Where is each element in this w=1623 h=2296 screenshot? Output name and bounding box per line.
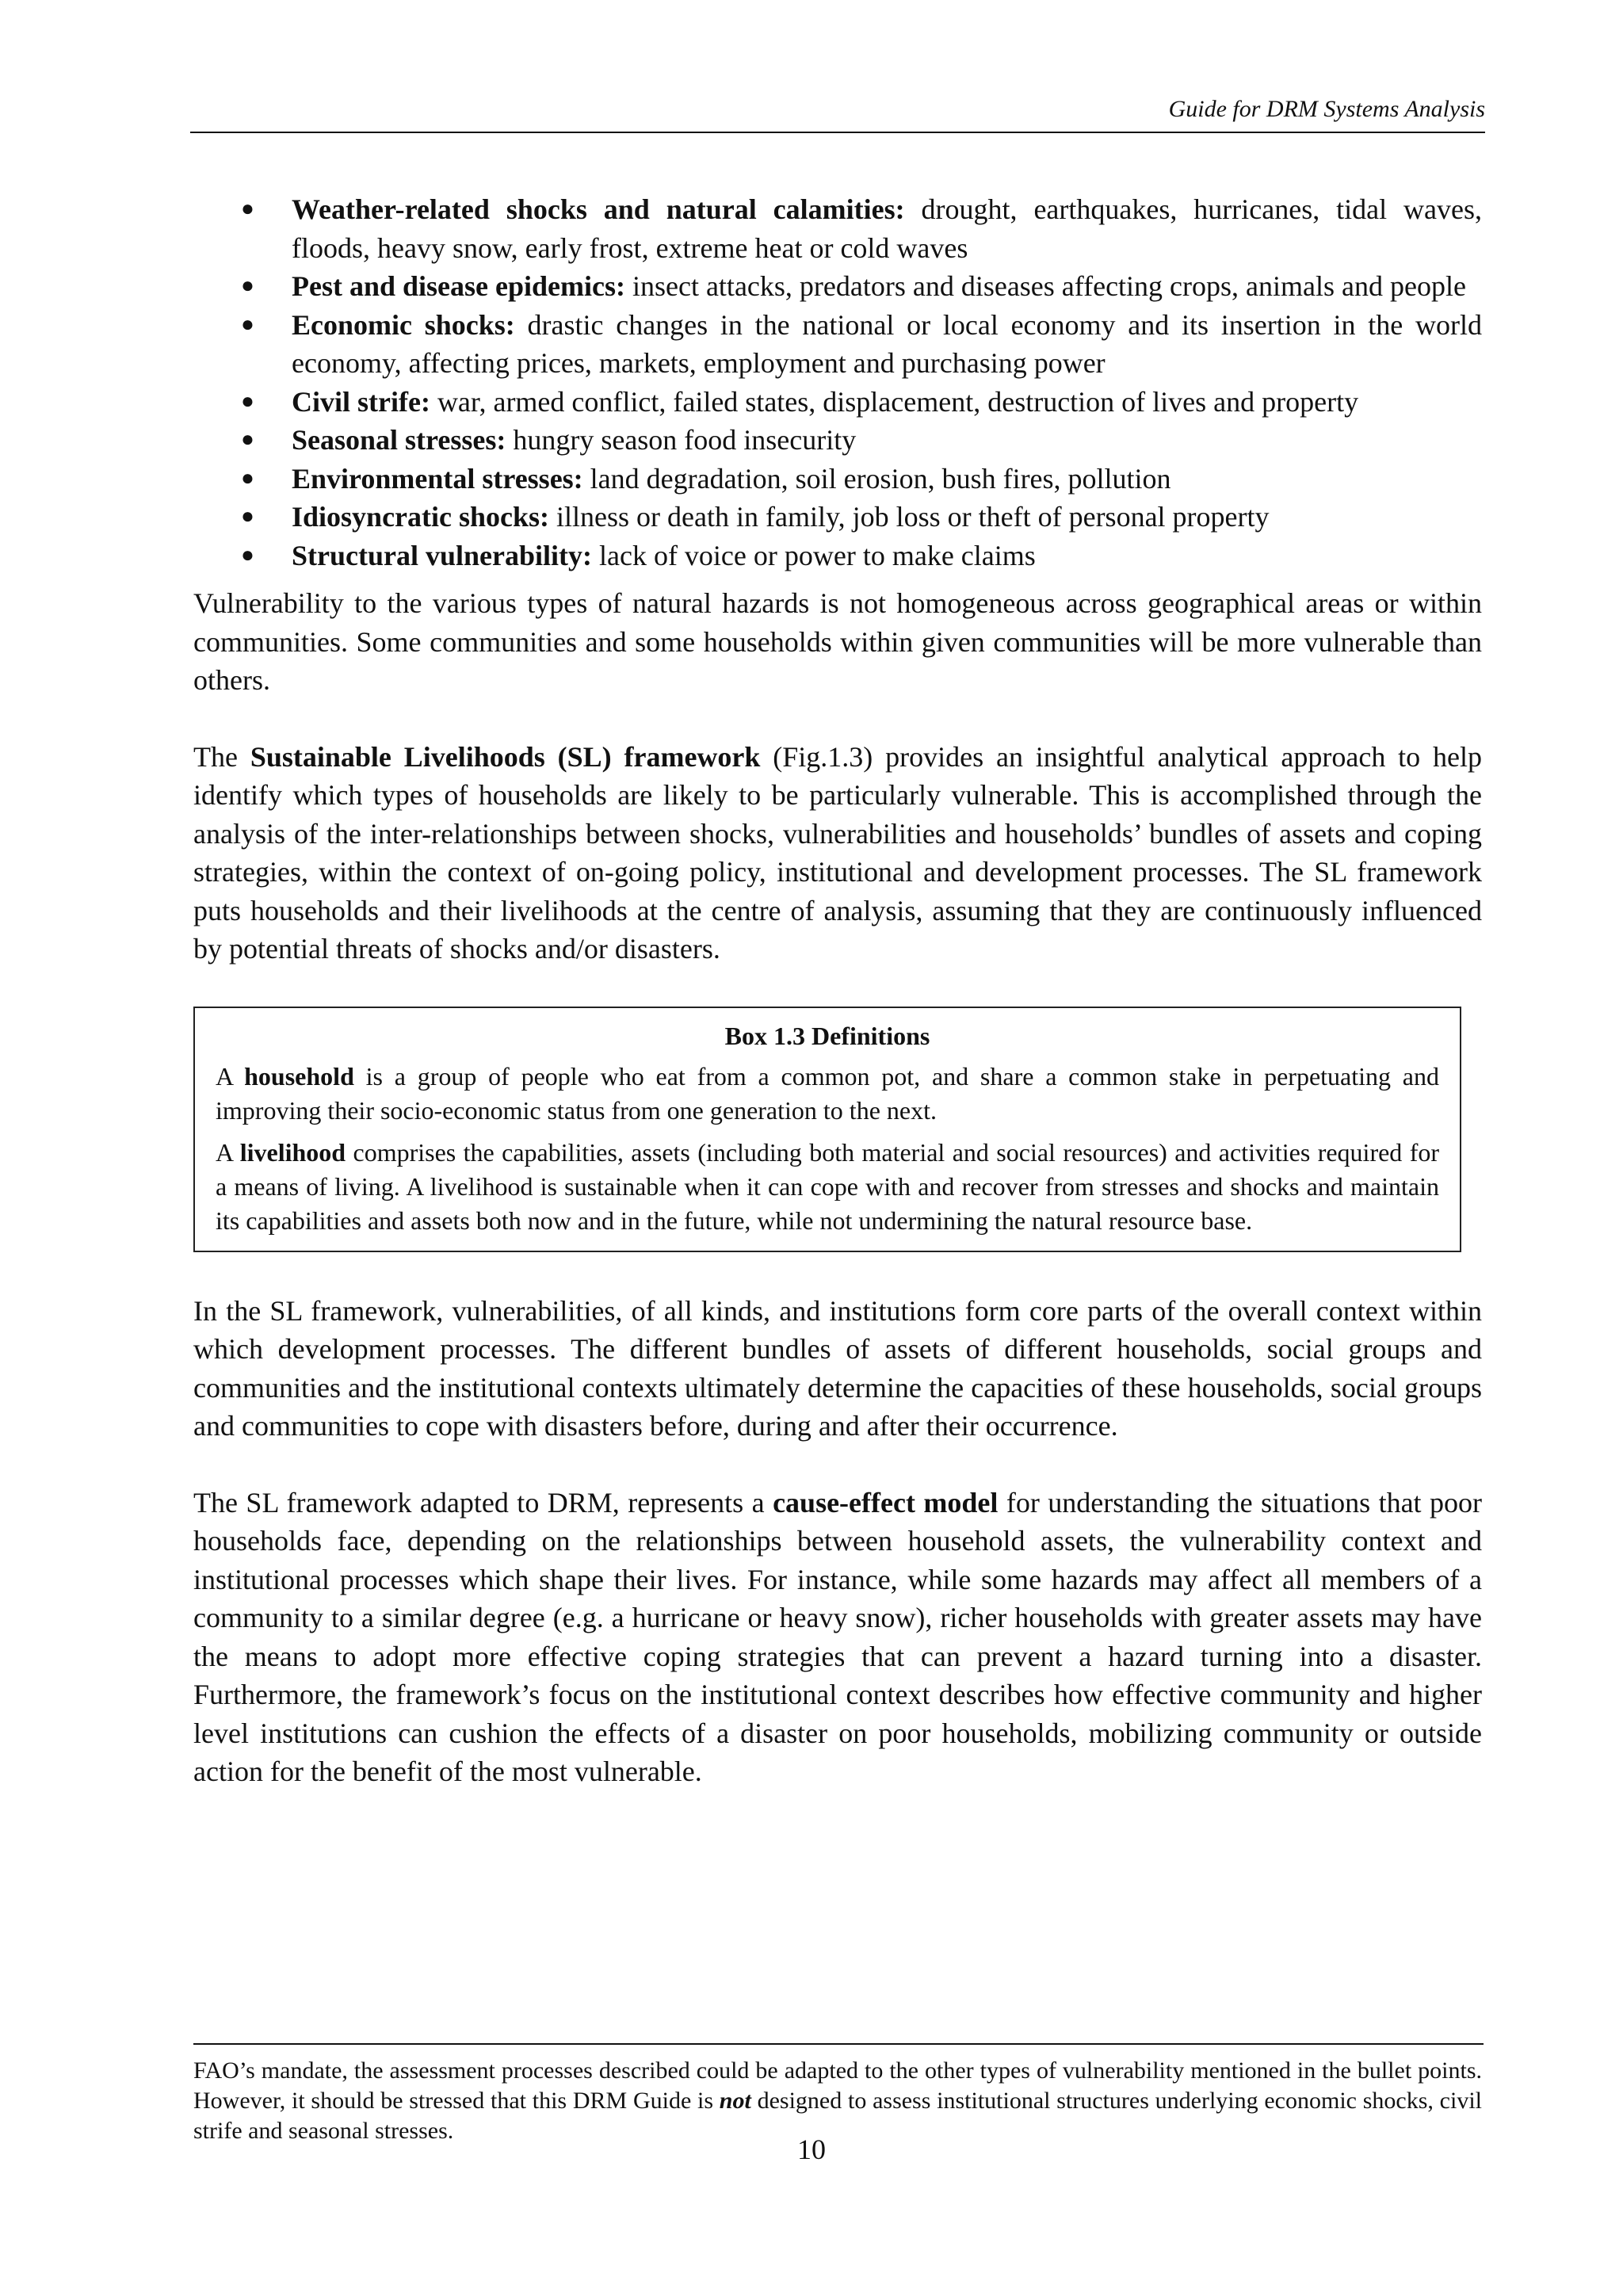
paragraph-text: (Fig.1.3) provides an insightful analytical approach to help identify which types of households are likely to be particularly vulnerable. This is accomplished through the analysis of the inter-relationships between shocks, vulnerabilities and households’ bundles of assets and coping strategies, within the context of on-going policy, institutional and development processes. The SL framework puts households and their livelihoods at the centre of analysis, assuming that they are continuously influenced by potential threats of shocks and/or disasters. — [193, 740, 1483, 965]
livelihood-definition — [216, 1136, 1439, 1238]
list-item — [193, 537, 1482, 575]
bullet-icon: ● — [241, 197, 254, 221]
list-item — [193, 460, 1482, 499]
footnote-text: FAO’s mandate, the assessment processes described could be adapted to the other types of vulnerability mentioned in the bullet points. However, it should be stressed that this DRM Guide is — [193, 2057, 1482, 2114]
list-item — [193, 498, 1482, 537]
bullet-text: land degradation, soil erosion, bush fires, pollution — [582, 462, 1171, 495]
paragraph-text: The — [193, 740, 250, 773]
bullet-text: war, armed conflict, failed states, displacement, destruction of lives and property — [430, 385, 1359, 418]
bullet-label: Environmental stresses: — [292, 462, 583, 495]
bullet-text: illness or death in family, job loss or theft of personal property — [549, 501, 1270, 533]
header-divider — [190, 132, 1485, 133]
cause-effect-term: cause-effect model — [773, 1486, 999, 1519]
bullet-icon: ● — [241, 273, 254, 298]
bullet-icon: ● — [241, 542, 254, 567]
bullet-text: insect attacks, predators and diseases affecting crops, animals and people — [624, 270, 1466, 302]
box-title: Box 1.3 Definitions — [724, 1021, 930, 1050]
bullet-label: Economic shocks: — [292, 308, 515, 341]
footnote-text: designed to assess institutional structures underlying economic shocks, civil strife and seasonal stresses. — [193, 2088, 1482, 2144]
livelihood-term: livelihood — [239, 1137, 346, 1167]
bullet-icon: ● — [241, 504, 254, 529]
running-header: Guide for DRM Systems Analysis — [1168, 96, 1485, 122]
bullet-text: lack of voice or power to make claims — [591, 539, 1036, 571]
list-item — [193, 421, 1482, 460]
paragraph-text: for understanding the situations that poor households face, depending on the relationships between household assets, the vulnerability context and institutional processes which shape their lives. For instance, while some hazards may affect all members of a community to a similar degree (e.g. a hurricane or heavy snow), richer households with greater assets may have the means to adopt more effective coping strategies that can prevent a hazard turning into a disaster. Furthermore, the framework’s focus on the institutional context describes how effective community and higher level institutions can cushion the effects of a disaster on poor households, mobilizing community or outside action for the benefit of the most vulnerable. — [193, 1486, 1482, 1787]
sl-framework-term: Sustainable Livelihoods (SL) framework — [250, 740, 761, 773]
page-number: 10 — [797, 2134, 826, 2165]
definitions-box — [193, 1007, 1461, 1252]
definition-text: A — [216, 1061, 245, 1091]
bullet-label: Seasonal stresses: — [292, 424, 506, 456]
bullet-label: Weather-related shocks and natural calamities: — [292, 193, 905, 225]
footnote-emphasis: not — [719, 2088, 751, 2114]
bullet-label: Idiosyncratic shocks: — [292, 501, 550, 533]
list-item — [193, 190, 1482, 267]
list-item — [193, 306, 1482, 383]
list-item — [193, 383, 1482, 422]
bullet-text: drastic changes in the national or local economy and its insertion in the world economy, affecting prices, markets, employment and purchasing power — [292, 308, 1482, 379]
bullet-label: Civil strife: — [292, 385, 430, 418]
institutions-paragraph: In the SL framework, vulnerabilities, of all kinds, and institutions form core parts of the overall context within which development processes. The different bundles of assets of different households, social groups and communities and the institutional contexts ultimately determine the capacities of these households, social groups and communities to cope with disasters before, during and after their occurrence. — [193, 1294, 1482, 1442]
bullet-icon: ● — [241, 311, 254, 337]
bullet-label: Pest and disease epidemics: — [292, 270, 625, 302]
cause-effect-paragraph — [193, 1484, 1482, 1791]
definition-text: comprises the capabilities, assets (including both material and social resources) and activities required for a means of living. A livelihood is sustainable when it can cope with and recover from stresses and shocks and maintain its capabilities and assets both now and in the future, while not undermining the natural resource base. — [216, 1137, 1439, 1235]
vulnerability-paragraph: Vulnerability to the various types of natural hazards is not homogeneous across geographical areas or within communities. Some communities and some households within given communities will be more vulnerable than others. — [193, 587, 1482, 696]
list-item — [193, 267, 1482, 306]
footnote-divider — [193, 2043, 1484, 2045]
bullet-icon: ● — [241, 465, 254, 491]
bullet-icon: ● — [241, 427, 254, 452]
paragraph-text: The SL framework adapted to DRM, represents a — [193, 1486, 773, 1519]
definition-text: is a group of people who eat from a common pot, and share a common stake in perpetuating and improving their socio-economic status from one generation to the next. — [216, 1061, 1440, 1125]
main-content — [193, 190, 1482, 1829]
hazard-bullet-list — [193, 190, 1482, 575]
bullet-label: Structural vulnerability: — [292, 539, 592, 571]
household-term: household — [244, 1061, 354, 1091]
sl-framework-paragraph — [193, 738, 1482, 968]
household-definition — [216, 1060, 1439, 1128]
bullet-text: drought, earthquakes, hurricanes, tidal waves, floods, heavy snow, early frost, extreme heat or cold waves — [292, 193, 1482, 264]
bullet-text: hungry season food insecurity — [506, 424, 857, 456]
definition-text: A — [216, 1137, 240, 1167]
bullet-icon: ● — [241, 388, 254, 414]
